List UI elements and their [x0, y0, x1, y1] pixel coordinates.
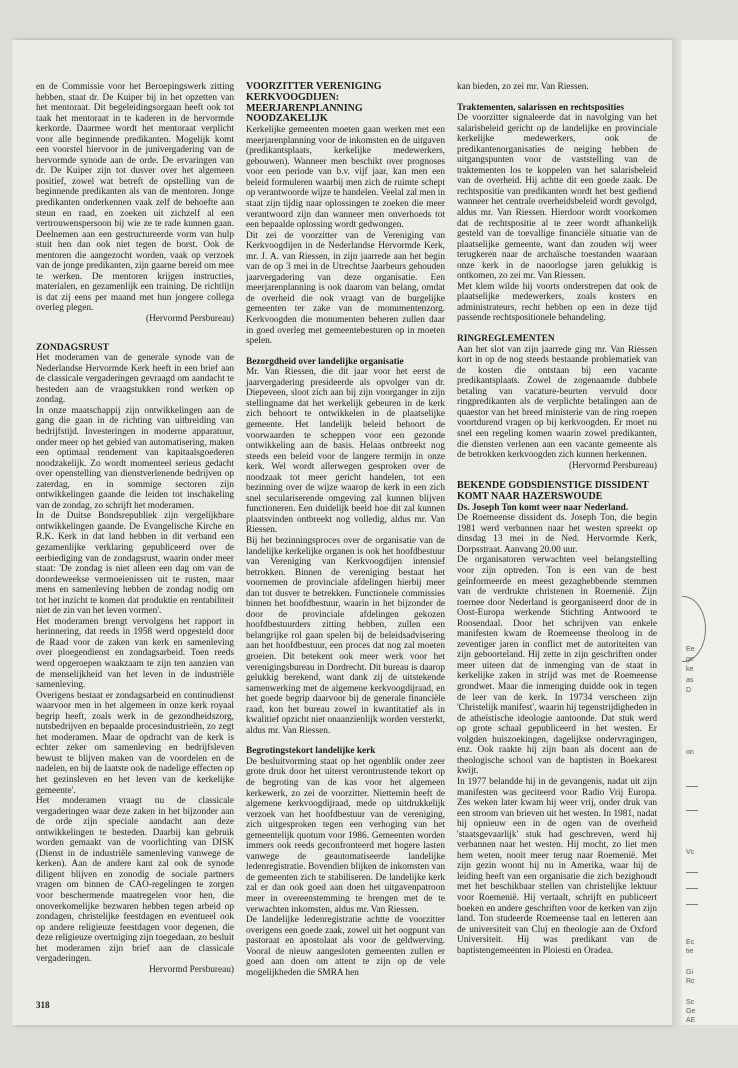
fragment-text: tie — [686, 948, 694, 955]
paragraph: Dit zei de voorzitter van de Vereniging van Kerkvoogdijen in de Nederlandse Hervormde Kerk, mr. J. A. van Riessen, in zijn jaarrede aan het begin van de op 3 mei in de Utrechtse Jaarbeurs gehouden jaarvergadering van deze organisatie. Een meerjarenplanning is ook daarom van belang, omdat de overheid die ook vraagt van de burgelijke gemeenten ter zake van de monumentenzorg. Kerkvoogden die monumenten beheren zullen daar in goed overleg met gemeentebesturen op in moeten spelen. — [246, 230, 445, 347]
article-headline: BEKENDE GODSDIENSTIGE DISSIDENT KOMT NAAR HAZERSWOUDE — [457, 480, 649, 502]
paragraph: Mr. Van Riessen, die dit jaar voor het eerst de jaarvergadering presideerde als opvolger van dr. Diepeveen, sloot zich aan bij zijn voorganger in zijn stellingname dat het werkelijk gebeuren in de kerk zich behoort te ontwikkelen in de plaatselijke gemeente. Het landelijk beleid behoort de voorwaarden te scheppen voor een gezonde ontwikkeling aan de basis. Helaas ontbreekt nog steeds een beleid voor de langere termijn in onze kerk. Wel wordt allerwegen gesproken over de noodzaak tot meer gericht handelen, tot een bezinning over de wijze waarop de kerk in een zich snel seculariserende omgeving zal kunnen blijven functioneren. Een duidelijk beeld hoe dit zal kunnen plaatsvinden ontbreekt nog volledig, aldus mr. Van Riessen. — [246, 367, 445, 536]
paragraph: De landelijke ledenregistratie achtte de voorzitter overigens een goede zaak, zowel uit het oogpunt van pastoraat en apostolaat als voor de geldwerving. Vooral de nieuw aangesloten gemeenten zullen er goed aan doen om attent te zijn op de vele mogelijkheden die SMRA hen — [246, 915, 445, 978]
paragraph: Kerkelijke gemeenten moeten gaan werken met een meerjarenplanning voor de inkomsten en de uitgaven (predikantsplaats, kerkelijke medewerkers, gebouwen). Wanneer men beschikt over prognoses voor een periode van b.v. vijf jaar, kan men een beleid formuleren waarbij men zich de ruimte schept op verantwoorde wijze te handelen. Veelal zal men in staat zijn tijdig naar oplossingen te zoeken die meer verantwoord zijn dan wanneer men onverhoeds tot een bepaalde oplossing wordt gedwongen. — [246, 125, 445, 231]
fragment-text: ke — [686, 666, 694, 673]
fragment-text: Rc — [686, 978, 695, 985]
fragment-rule — [686, 810, 698, 811]
column-3 — [457, 82, 657, 956]
byline: (Hervormd Persbureau) — [145, 314, 234, 325]
paragraph: De Roemeense dissident ds. Joseph Ton, die begin 1981 werd verbannen naar het westen spreekt op dinsdag 13 mei in de Ned. Hervormde Kerk, Dorpsstraat. Aanvang 20.00 uur. — [457, 513, 657, 555]
fragment-rule — [686, 786, 698, 787]
paragraph: In de Duitse Bondsrepubliek zijn vergelijkbare ontwikkelingen gaande. De Evangelische Kirche en R.K. Kerk in dat land hebben in dit verband een gezamenlijke verklaring gepubliceerd over de eerbiediging van de zondagsrust, waarin onder meer staat: 'De zondag is niet alleen een dag om van de doordeweekse vermoeienissen uit te rusten, maar mens en samenleving hebben de zondag nodig om tot het inzicht te komen dat produktie en rentabiliteit niet de zin van het leven vormen'. — [36, 511, 234, 617]
fragment-rule — [686, 888, 698, 889]
fragment-text: Sc — [686, 999, 695, 1006]
paragraph: Het moderamen brengt vervolgens het rapport in herinnering, dat reeds in 1958 werd opgesteld door de Raad voor de zaken van kerk en samenleving over ploegendienst en zondagsarbeid. Toen reeds werd opgeroepen waakzaam te zijn ten aanzien van de menselijkheid van het leven in de industriële samenleving. — [36, 616, 234, 691]
column-2 — [246, 82, 445, 978]
section-heading: ZONDAGSRUST — [36, 341, 110, 353]
paragraph: Bij het bezinningsproces over de organisatie van de landelijke kerkelijke organen is ook het hoofdbestuur van Vereniging van Kerkvoogdijen intensief betrokken. Binnen de vereniging bestaat het voornemen de provinciale afdelingen hierbij meer dan tot dusver te betrekken. Functionele commissies binnen het hoofdbestuur, waarin in het bijzonder de door de provinciale afdelingen gekozen hoofdbestuurders zitting hebben, zullen een belangrijke rol gaan spelen bij de beleidsadvisering aan het hoofdbestuur, een proces dat nog zal moeten groeien. Dit betekent ook meer werk voor het verenigingsbureau in Dordrecht. Dit bureau is daarop gelukkig berekend, want dank zij de uitstekende samenwerking met de algemene kerkvoogdijraad, en het goede begrip daarvoor bij de generale financiële raad, kon het bureau zowel in kwantitatief als in kwalitief opzicht niet onaanzienlijk worden versterkt, aldus mr. Van Riessen. — [246, 535, 445, 736]
paragraph: Het moderamen vraagt nu de classicale vergaderingen waar deze zaken in het bijzonder aan de orde zijn speciale aandacht aan deze ontwikkelingen te besteden. Daarbij kan gebruik worden gemaakt van de voorlichting van DISK (Dienst in de industriële samenleving vanwege de kerken). Aan de andere kant zal ook de synode diligent blijven en zonodig de sociale partners vragen om binnen de CAO-regelingen te zorgen voor beschermende maatregelen voor hen, die onoverkomelijke bezwaren hebben tegen arbeid op zondagen, christelijke feestdagen en eventueel ook op andere religieuze feestdagen voor degenen, die deze religieuze overtuiging zijn toegedaan, zo besluit het moderamen zijn brief aan de classicale vergaderingen. — [36, 796, 234, 965]
paragraph: De voorzitter signaleerde dat in navolging van het salarisbeleid gericht op de landelijke en provinciale kerkelijke medewerkers, ook de predikantenorganisaties de neiging hebben de uitgangspunten voor de vaststelling van de traktementen los te koppelen van het salarisbeleid van de overheid. Hij achtte dit een goede zaak. De rechtspositie van predikanten wordt het best gediend wanneer het centrale overheidsbeleid wordt gevolgd, aldus mr. Van Riessen. Hierdoor wordt voorkomen dat de rechtspositie al te zeer wordt afhankelijk gesteld van de toevallige financiële situatie van de plaatselijke gemeente, want dan zouden wij weer terugkeren naar de archaïsche toestanden waaraan onze kerk in de naoorlogse jaren gelukkig is ontkomen, zo zei mr. Van Riessen. — [457, 113, 657, 282]
paragraph: De besluitvorming staat op het ogenblik onder zeer grote druk door het uiterst verontrustende tekort op de begroting van de kas voor het algemeen kerkewerk, zo zei de voorzitter. Niettemin heeft de algemene kerkvoogdijraad, mede op uitdrukkelijk verzoek van het hoofdbestuur van de vereniging, zich uitgesproken tegen een verhoging van het gemeentelijk quotum voor 1986. Gemeenten worden immers ook reeds geconfronteerd met hogere lasten vanwege de geautomatiseerde landelijke ledenregistratie. Bovendien blijken de inkomsten van de gemeenten zich te stabiliseren. De landelijke kerk zal er dan ook goed aan doen het uitgavenpatroon meer in overeenstemming te brengen met de te verwachten inkomsten, aldus mr. Van Riessen. — [246, 756, 445, 915]
byline: (Hervormd Persbureau) — [568, 460, 657, 471]
fragment-rule — [686, 872, 698, 873]
page-fold — [672, 40, 682, 1025]
subheading: Traktementen, salarissen en rechtsposities — [457, 102, 624, 113]
paragraph: Met klem wilde hij voorts onderstrepen dat ook de plaatselijke medewerkers, zoals kosters en administrateurs, recht hebben op een in deze tijd passende rechtspositionele behandeling. — [457, 281, 657, 324]
article-headline: VOORZITTER VERENIGING KERKVOOGDIJEN: MEERJARENPLANNING NOODZAKELIJK — [246, 81, 382, 125]
fragment-text: on — [686, 749, 694, 756]
fragment-text: AE — [686, 1017, 696, 1024]
paragraph: De organisatoren verwachten veel belangstelling voor zijn optreden. Ton is een van de best geïnformeerde en meest gezaghebbende stemmen van de verdrukte christenen in Roemenië. Zijn toernee door Nederland is georganiseerd door de in Oost-Europa werkende Stichting Antwoord te Roosendaal. Door het schrijven van enkele manifesten kwam de Roemeense theoloog in de zeventiger jaren in conflict met de autoriteiten van zijn geboorteland. Hij zette in zijn geschriften onder meer uiteen dat de inmenging van de staat in kerkelijke zaken in strijd was met de Roemeense grondwet. Maar die inmenging duidde ook in tegen de leer van de kerk. In 19734 verscheen zijn 'Christelijk manifest', waarin hij tegenstrijdigheden in de atheïstische ideologie aantoonde. Dat stuk werd op grote schaal gepubliceerd in het westen. Er volgden huiszoekingen, dagelijkse ondervragingen, enz. Ook raakte hij zijn baan als docent aan de theologische school van de baptisten in Boekarest kwijt. — [457, 555, 657, 777]
column-1 — [36, 82, 234, 975]
fragment-text: Ee — [686, 646, 695, 653]
fragment-text: ge — [686, 656, 694, 663]
paragraph: Overigens bestaat er zondagsarbeid en continudienst waarvoor men in het algemeen in onze kerk royaal begrip heeft, zoals werk in de gezondheidszorg, nutsbedrijven en bepaalde procesindustrieën, zo zegt het moderamen. Maar de opdracht van de kerk is echter zeker om samenleving en bedrijfsleven bewust te blijven maken van de voordelen en de nadelen, en bij de laatste ook de nadelige effecten op het gezinsleven en het leven van de kerkelijke gemeente'. — [36, 690, 234, 796]
fragment-text: Vc — [686, 849, 695, 856]
paragraph: In onze maatschappij zijn ontwikkelingen aan de gang die gaan in de richting van uitbreiding van bedrijfstijd. Investeringen in moderne apparatuur, onder meer op het gebied van automatisering, maken een optimaal rendement van kapitaalsgoederen noodzakelijk. Zo wordt momenteel serieus gedacht over openstelling van dienstverlenende bedrijven op zaterdag, en in sommige sectoren zijn ontwikkelingen gaande die leiden tot inschakeling van de zondag, zo schrijft het moderamen. — [36, 405, 234, 511]
subheading: RINGREGLEMENTEN — [457, 334, 555, 345]
fragment-text: Ge — [686, 1008, 696, 1015]
subheading: Ds. Joseph Ton komt weer naar Nederland. — [457, 502, 629, 513]
fragment-text: D — [686, 687, 692, 694]
paragraph: Aan het slot van zijn jaarrede ging mr. Van Riessen kort in op de nog steeds bestaande problematiek van de kosten die ontstaan bij een vacante predikantsplaats. Zowel de zogenaamde dubbele betaling van vacature-beurten vervuld door ringpredikanten als de verplichte betalingen aan de quaestor van het breed ministerie van de ring roepen voortdurend vragen op bij kerkvoogden. Er moet nu snel een regeling komen waarin zowel predikanten, die diensten verlenen aan een vacante gemeente als de betrokken kerkvoogden zich kunnen herkennen. — [457, 344, 657, 461]
paragraph: en de Commissie voor het Beroepingswerk zitting hebben, staat dr. De Kuiper bij in het opzetten van het mentoraat. Dit begeleidingsorgaan heeft ook tot taak het mentoraat in te kaderen in de hervormde kerkorde. Daarmee wordt het mentoraat verplicht voor alle beginnende predikanten. Mogelijk komt een voorstel hiervoor in de junivergadering van de hervormde synode aan de orde. De ervaringen van dr. De Kuiper zijn tot dusver over het algemeen positief, zowel wat betreft de opstelling van de beginnende predikanten als van de mentoren. Jonge predikanten onderkennen vaak zelf de behoefte aan steun en raad, en zoeken uit zichzelf al een vertrouwenspersoon bij wie ze te rade kunnen gaan. Deelnemen aan een gestructureerde vorm van hulp stuit hen dan ook niet tegen de borst. Ook de mentoren die aangezocht worden, vaak op verzoek van de jonge predikanten, zijn gaarne bereid om mee te werken. De mentoren krijgen instructies, materialen, en gezamenlijk een training. De richtlijn is dat zij eens per maand met hun jongere collega overleg plegen. — [36, 82, 234, 314]
subheading: Bezorgdheid over landelijke organisatie — [246, 356, 404, 367]
subheading: Begrotingstekort landelijke kerk — [246, 746, 376, 757]
fragment-rule — [686, 904, 698, 905]
fragment-text: Ec — [686, 939, 695, 946]
byline: Hervormd Persbureau) — [149, 964, 234, 975]
paragraph: Het moderamen van de generale synode van de Nederlandse Hervormde Kerk heeft in een brief aan de classicale vergaderingen gevraagd om aandacht te besteden aan de vraagstukken rond werken op zondag. — [36, 353, 234, 406]
adjacent-page-fragment — [682, 40, 738, 1025]
fragment-text: Gi — [686, 969, 693, 976]
paragraph: In 1977 belandde hij in de gevangenis, nadat uit zijn manifesten was geciteerd voor Radio Vrij Europa. Zes weken later kwam hij weer vrij, onder druk van een stroom van brieven uit het westen. In 1981, nadat hij opnieuw een in de ogen van de overheid 'staatsgevaarlijk' stuk had geschreven, werd hij verbannen naar het westen. Hij mocht, zo liet men hem weten, nooit meer terug naar Roemenië. Met zijn gezin woont hij nu in Amerika, waar hij de leiding heeft van een organisatie die zich bezighoudt met het beschikbaar stellen van christelijke lektuur voor Roemenië. Hij vertaalt, schrijft en publiceert boeken en andere geschriften voor de kerken van zijn land. Ton studeerde Roemeense taal en letteren aan de universiteit van Cluj en theologie aan de Oxford Universiteit. Hij was predikant van de baptistengemeenten in Ploiesti en Oradea. — [457, 776, 657, 956]
page-number: 318 — [36, 1000, 50, 1010]
paragraph: kan bieden, zo zei mr. Van Riessen. — [457, 82, 589, 92]
fragment-text: as — [686, 677, 694, 684]
